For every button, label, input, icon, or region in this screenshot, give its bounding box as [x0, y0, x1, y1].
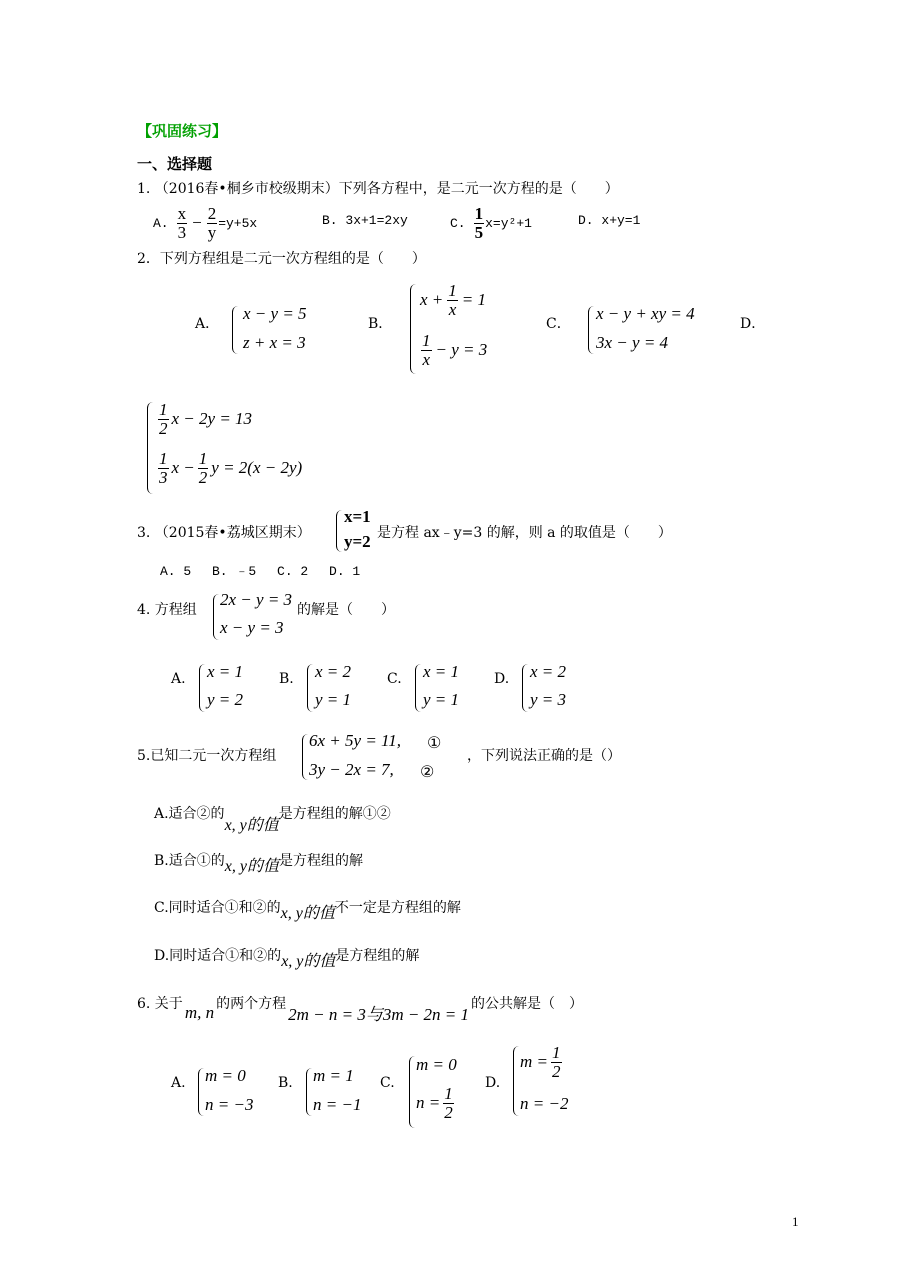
q3-sys-line1: x=1	[344, 507, 371, 526]
q6-d-line2: n = −2	[520, 1094, 569, 1113]
q4-stem-post: 的解是（ ）	[297, 602, 395, 618]
q6-c-label[interactable]: C.	[380, 1075, 395, 1091]
q5-c-var: x, y的值	[280, 905, 335, 922]
q1-a-tail: =y+5x	[218, 215, 258, 231]
q1-option-a[interactable]	[153, 202, 257, 244]
q5-b-var: x, y的值	[224, 858, 279, 875]
q2-c-label[interactable]: C．	[546, 316, 571, 332]
q4-b-line1: x = 2	[315, 662, 352, 681]
q5-mark-1: ①	[427, 733, 442, 752]
q5-b-post: 是方程组的解	[278, 853, 363, 869]
q4-d-line1: x = 2	[530, 662, 567, 681]
q6-b-label[interactable]: B.	[278, 1075, 293, 1091]
q2-a-line1: x − y = 5	[243, 304, 307, 323]
q2-d-brace	[147, 402, 155, 494]
q3-sys-line2: y=2	[344, 532, 371, 551]
q5-mark-2: ②	[420, 762, 435, 781]
q5-a-var: x, y的值	[224, 817, 279, 834]
q4-a-label[interactable]: A.	[171, 671, 186, 687]
q2-b-line2: $\frac{1}{x}$ − y = 3	[422, 331, 488, 369]
q2-b-label[interactable]: B．	[368, 316, 393, 332]
q5-c-post: 不一定是方程组的解	[334, 900, 461, 916]
q5-stem-pre: 5.已知二元一次方程组	[137, 748, 277, 764]
q5-d-pre: D.同时适合①和②的	[154, 948, 282, 964]
q6-stem-pre: 6. 关于	[137, 996, 183, 1012]
q4-b-label[interactable]: B.	[279, 671, 294, 687]
q4-a-line1: x = 1	[207, 662, 244, 681]
q5-b-pre: B.适合①的	[154, 853, 225, 869]
q5-d-var: x, y的值	[281, 953, 336, 970]
q3-stem-post: 是方程 ax﹣y=3 的解，则 a 的取值是（ ）	[377, 525, 672, 541]
q5-option-c[interactable]	[154, 894, 461, 922]
q1-a-frac2: $\frac{2}{y}$	[207, 203, 217, 242]
q5-sys-line2: 3y − 2x = 7,	[309, 760, 394, 779]
q6-stem-mid: 的两个方程	[216, 996, 287, 1012]
q4-c-brace	[415, 664, 422, 712]
q2-a-brace	[232, 306, 240, 354]
q2-d-label[interactable]: D．	[740, 316, 766, 332]
q6-c-line1: m = 0	[416, 1055, 457, 1074]
q5-option-a[interactable]	[154, 800, 391, 834]
q4-sys-line1: 2x − y = 3	[220, 590, 293, 609]
q1-c-frac: $\frac{1}{5}$	[474, 203, 484, 242]
q5-sys-line1: 6x + 5y = 11,	[309, 731, 402, 750]
q2-b-brace	[410, 284, 418, 374]
section-title: 【巩固练习】	[137, 122, 228, 140]
q2-stem: 2．下列方程组是二元一次方程组的是（ ）	[137, 251, 426, 267]
q5-option-b[interactable]	[154, 847, 363, 875]
q4-b-line2: y = 1	[315, 690, 352, 709]
q5-d-post: 是方程组的解	[335, 948, 420, 964]
section-heading: 一、选择题	[137, 155, 213, 173]
q3-options[interactable]: A. 5 B. ﹣5 C. 2 D. 1	[160, 564, 361, 579]
q5-stem-post: ，下列说法正确的是（）	[467, 748, 621, 764]
q2-b-line1: x + $\frac{1}{x}$ = 1	[420, 281, 487, 319]
q4-a-brace	[199, 664, 206, 712]
q6-stem	[137, 988, 584, 1024]
q6-c-line2: n = $\frac{1}{2}$	[416, 1084, 453, 1122]
q6-c-brace	[409, 1056, 416, 1128]
q4-sys-line2: x − y = 3	[220, 618, 284, 637]
q6-a-brace	[198, 1068, 205, 1116]
q5-a-post: 是方程组的解①②	[278, 806, 391, 822]
q6-a-line1: m = 0	[205, 1066, 246, 1085]
q6-d-line1: m = $\frac{1}{2}$	[520, 1043, 561, 1081]
q2-d-line1: $\frac{1}{2}$ x − 2y = 13	[159, 400, 253, 438]
q6-vars: m, n	[184, 1003, 215, 1022]
q5-option-d[interactable]	[154, 942, 420, 970]
q4-d-line2: y = 3	[530, 690, 567, 709]
page-number: 1	[792, 1214, 799, 1229]
q2-c-line1: x − y + xy = 4	[596, 304, 695, 323]
q1-c-tail: x=y²+1	[485, 215, 532, 231]
q4-c-line1: x = 1	[423, 662, 460, 681]
q2-c-brace	[588, 306, 596, 354]
q6-b-line1: m = 1	[313, 1066, 354, 1085]
q4-d-brace	[522, 664, 529, 712]
q6-eqs: 2m − n = 3与3m − 2n = 1	[288, 1005, 470, 1024]
q2-d-line2: $\frac{1}{3}$ x − $\frac{1}{2}$ y = 2(x − 2y)	[159, 449, 303, 487]
q4-stem-pre: 4. 方程组	[137, 602, 197, 618]
q4-a-line2: y = 2	[207, 690, 244, 709]
q1-option-c[interactable]	[450, 202, 532, 244]
q6-d-brace	[513, 1046, 520, 1116]
q6-stem-post: 的公共解是（ ）	[471, 996, 584, 1012]
q4-c-label[interactable]: C.	[387, 671, 402, 687]
q6-a-line2: n = −3	[205, 1095, 254, 1114]
q1-c-label: C.	[450, 215, 466, 231]
q4-d-label[interactable]: D.	[494, 671, 510, 687]
q4-c-line2: y = 1	[423, 690, 460, 709]
q3-brace	[336, 510, 343, 552]
q2-a-label[interactable]: A．	[195, 316, 220, 332]
q2-a-line2: z + x = 3	[243, 333, 306, 352]
q3-stem-pre: 3. （2015春•荔城区期末）	[137, 525, 311, 541]
q1-a-label: A.	[153, 215, 169, 231]
q6-a-label[interactable]: A.	[171, 1075, 186, 1091]
q1-option-d[interactable]: D. x+y=1	[578, 213, 641, 228]
q4-brace	[213, 594, 220, 640]
q6-b-line2: n = −1	[313, 1095, 362, 1114]
q5-a-pre: A.适合②的	[154, 806, 225, 822]
q6-b-brace	[306, 1068, 313, 1116]
q6-d-label[interactable]: D.	[485, 1075, 501, 1091]
q1-stem: 1. （2016春•桐乡市校级期末）下列各方程中，是二元一次方程的是（ ）	[137, 181, 619, 197]
q5-c-pre: C.同时适合①和②的	[154, 900, 281, 916]
q5-brace	[302, 734, 309, 780]
q2-c-line2: 3x − y = 4	[596, 333, 669, 352]
q4-b-brace	[307, 664, 314, 712]
q1-a-frac1: $\frac{x}{3}$	[177, 203, 187, 242]
q1-option-b[interactable]: B. 3x+1=2xy	[322, 213, 408, 228]
q1-a-minus: −	[192, 213, 202, 232]
